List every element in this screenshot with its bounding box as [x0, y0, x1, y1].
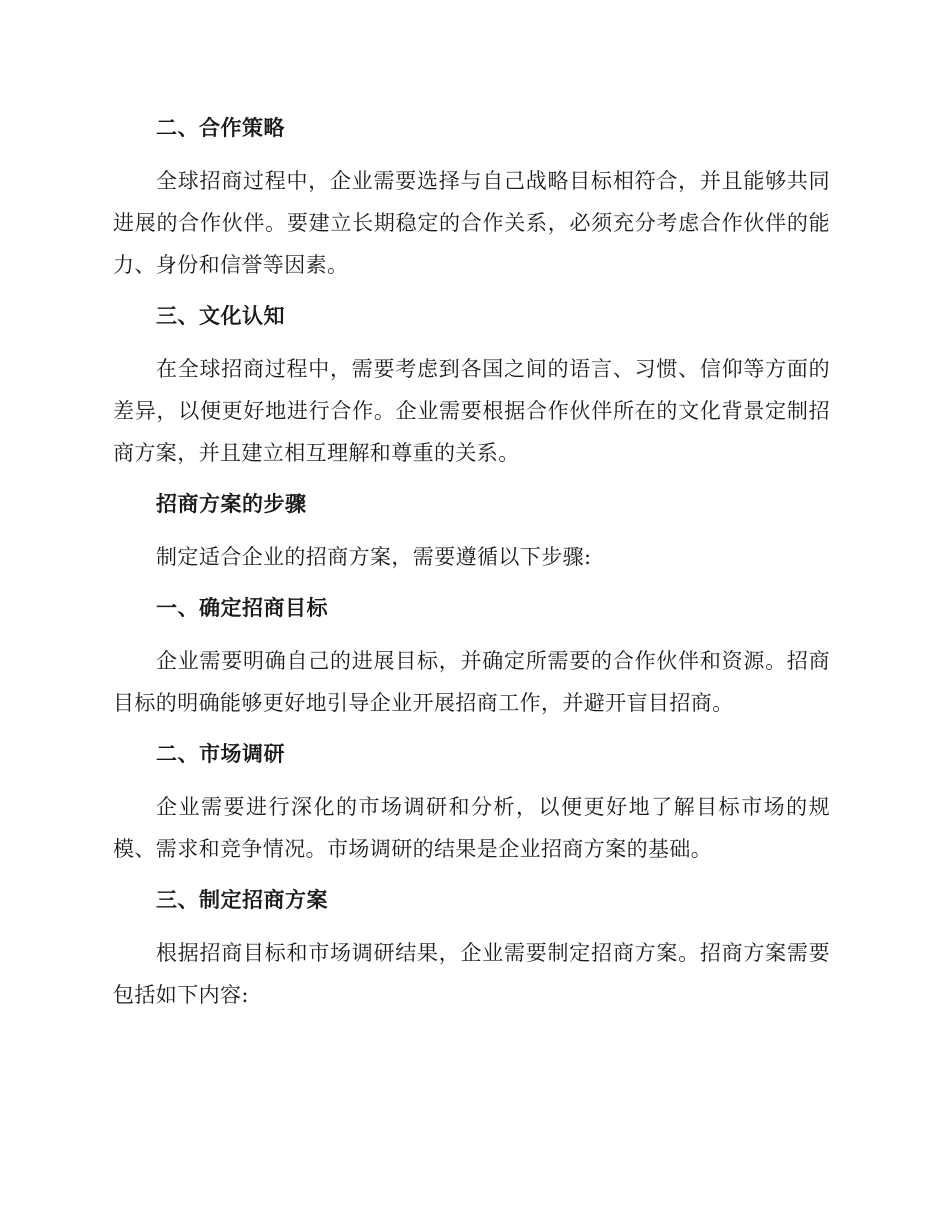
paragraph-cooperation-strategy: 全球招商过程中，企业需要选择与自己战略目标相符合，并且能够共同进展的合作伙伴。要建立长期稳定的合作关系，必须充分考虑合作伙伴的能力、身份和信誉等因素。 — [113, 169, 830, 277]
paragraph-cultural-awareness: 在全球招商过程中，需要考虑到各国之间的语言、习惯、信仰等方面的差异，以便更好地进行合作。企业需要根据合作伙伴所在的文化背景定制招商方案，并且建立相互理解和尊重的关系。 — [113, 357, 830, 465]
paragraph-define-goals: 企业需要明确自己的进展目标，并确定所需要的合作伙伴和资源。招商目标的明确能够更好地引导企业开展招商工作，并避开盲目招商。 — [113, 649, 830, 715]
paragraph-market-research: 企业需要进行深化的市场调研和分析，以便更好地了解目标市场的规模、需求和竞争情况。市场调研的结果是企业招商方案的基础。 — [113, 795, 830, 861]
section-heading-market-research: 二、市场调研 — [156, 742, 285, 766]
paragraph-plan-steps-intro: 制定适合企业的招商方案，需要遵循以下步骤: — [156, 545, 592, 569]
section-heading-define-goals: 一、确定招商目标 — [156, 596, 328, 620]
section-heading-cultural-awareness: 三、文化认知 — [156, 304, 285, 328]
section-heading-plan-steps: 招商方案的步骤 — [156, 492, 307, 516]
paragraph-make-plan: 根据招商目标和市场调研结果，企业需要制定招商方案。招商方案需要包括如下内容: — [113, 941, 830, 1007]
section-heading-cooperation-strategy: 二、合作策略 — [156, 116, 285, 140]
section-heading-make-plan: 三、制定招商方案 — [156, 888, 328, 912]
